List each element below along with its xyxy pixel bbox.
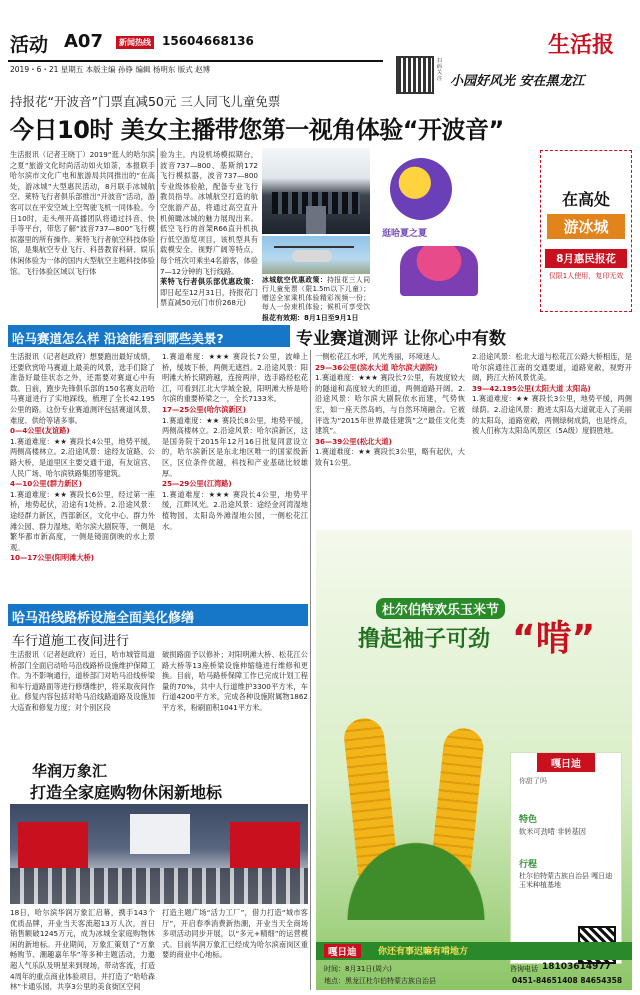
- qr-caption: 扫码关注: [437, 58, 443, 82]
- club-policy-text: 即日起至12月31日，持报花门票直减50元(门市价268元): [160, 287, 258, 308]
- lead-headline: 今日10时 美女主播带您第一视角体验“开波音”: [10, 116, 504, 144]
- club-policy-title: 莱特飞行者俱乐部优惠政策：: [160, 277, 258, 287]
- race-column-3: [315, 352, 465, 522]
- section-title: 活动: [10, 34, 49, 56]
- race-segment-2: 4—10公里(群力新区): [10, 479, 82, 489]
- race-segment-7-cont: 2.沿途风景：松北大道与松花江公路大桥相连，是哈尔滨通往江南的交通要道，道路宽敞，视野开阔，跨江大桥风景优美。: [472, 352, 632, 383]
- ad-time: 时间：8月31日(周六): [324, 965, 392, 973]
- page-number: A07: [64, 31, 103, 52]
- caption-validity: 报花有效期：8月1日至9月1日: [262, 314, 359, 322]
- race-column-1: [10, 352, 155, 600]
- race-segment-2-text: 1.赛道难度：★★ 赛段长6公里，经过第一座桥，地势起伏，沿途有1处桥。2.沿途风景：途经群力新区，西部新区，文化中心、群力外滩公园、群力湿地，哈尔滨大剧院等，一侧是繁华都市新高度，一侧是镜面倒映的水上景观。: [10, 489, 155, 552]
- race-segment-8-text: 1.赛道难度：★★ 赛段长3公里，地势平缓，两侧绿荫。2.沿途风景：跑进太阳岛大道就走入了美丽的太阳岛，道路宽敞，两侧绿树成荫，也是终点，被人们称为太阳岛风景区（5A级）度假胜地。: [472, 394, 632, 436]
- cockpit-photo: [262, 148, 370, 234]
- mall-title-top: 华润万象汇: [32, 762, 108, 780]
- race-segment-1: 0—4公里(友谊路): [10, 426, 70, 436]
- lead-column-2-text: 验为主，内设机场模拟期台，波音737—800、基斯纳172飞行模拟器，波音737—800专业级体验舱，配备专业飞行教员指导。冰城航空打造的航空旅游产品，将通过高空直升机俯瞰冰城的魅力展现出来。低空飞行的首架R66直升机执行低空游览项目，该机型具有载模安全、视野广阔等特点，每个班次可乘坐4名游客，体验7—12分钟的飞行线路。: [160, 150, 258, 276]
- ad-feature2-title: 行程: [519, 860, 538, 870]
- mall-title-main: 打造全家庭购物休闲新地标: [30, 780, 222, 807]
- hotline-tag: 新闻热线: [116, 36, 154, 49]
- hotline-number: 15604668136: [162, 34, 254, 48]
- race-title-left: 哈马赛道怎么样 沿途能看到哪些美景?: [12, 331, 224, 346]
- ad-bottom-slogan: 你还有事迟嘛有啃地方: [378, 947, 469, 957]
- newspaper-logo: 生活报: [548, 32, 615, 58]
- ad-place: 地点：黑龙江杜尔伯特蒙古族自治县: [324, 977, 436, 985]
- race-segment-5-text: 1.赛道难度：★★★ 赛段长4公里，地势平缓，江畔风光。2.沿途风景：途经金河湾湿地植物园、太阳岛外滩湿地公园，一侧松花江水。: [162, 489, 308, 531]
- coupon-sub: 8月惠民报花: [545, 249, 627, 268]
- race-segment-6-text: 1.赛道难度：★★★ 赛段长7公里，有坡度较大的隧道和高度较大的匝道，两侧道路开阔。2.沿途风景：哈尔滨大剧院依水而建，气势恢宏，如一座天然岛屿，与自然环境融合。它被评选为“2015年世界最佳建筑”之“最佳文化类建筑”。: [315, 373, 465, 436]
- coupon-note: 仅限1人使用，复印无效: [548, 272, 624, 280]
- ad-bottom-strip: [316, 942, 632, 960]
- corn-festival-ad: [316, 530, 632, 990]
- ad-brand: 嘎日迪: [537, 753, 595, 772]
- roadwork-subtitle: 车行道施工夜间进行: [12, 634, 130, 649]
- race-segment-4: 17—25公里(哈尔滨新区): [162, 404, 247, 414]
- race-segment-4-text: 1.赛道难度：★★ 赛段长8公里，地势平缓，两侧高楼林立。2.沿途风景：哈尔滨新区，这是国务院于2015年12月16日批复同意设立的，哈尔滨新区是东北地区唯一的国家级新区，区位条件优越，科技和产业基础比较雄厚。: [162, 415, 308, 478]
- ad-headline-top: 杜尔伯特欢乐玉米节: [376, 598, 505, 619]
- ad-headline-main: 撸起袖子可劲: [358, 627, 491, 652]
- lead-photo-caption: [262, 276, 370, 312]
- race-segment-8: 39—42.195公里(太阳大道 太阳岛): [472, 383, 591, 393]
- roadwork-column-1: 生活报讯（记者赵政府）近日，哈市城管局道桥部门全面启动哈马沿线路桥设施维护保障工作。为不影响通行，道桥部门对哈马沿线桥梁和车行道路面等进行修缮维护，将采取夜间作业。修复内容包括对哈马沿线路道路及设施加大巡查和修复力度；对个别区段: [10, 650, 155, 712]
- race-segment-6: 29—36公里(滨水大道 哈尔滨大剧院): [315, 362, 438, 372]
- ad-feature2-text: 杜尔伯特蒙古族自治县 嘎日迪玉米种植基地: [519, 872, 613, 889]
- race-segment-7-text: 1.赛道难度：★★ 赛段长3公里，略有起伏，大致有1公里。: [315, 447, 465, 467]
- masthead: [0, 0, 640, 89]
- coupon-top: 在高处: [561, 190, 610, 209]
- race-title-right: 专业赛道测评 让你心中有数: [296, 329, 506, 349]
- ad-feature1-title: 特色: [519, 815, 538, 825]
- race-column-2: [162, 352, 308, 600]
- mall-column-2: 打造主题广场“活力工厂”，借力打造“城市客厅”，开启春季消费新热潮，开业当天全商场多项活动同步开展，以“多元+精细”的运营模式。目前华润万象汇已经成为哈尔滨南岗区重要的商业中心地标。: [162, 908, 308, 960]
- header-slogan: 小园好风光 安在黑龙江: [450, 74, 585, 89]
- race-segment-5: 25—29公里(江湾路): [162, 479, 232, 489]
- ad-brand-slogan: 你甜了吗: [519, 777, 547, 785]
- lead-column-2: [160, 150, 258, 310]
- header-rule: [8, 60, 383, 62]
- ad-phone-2: 0451-84651408 84654358: [512, 976, 623, 985]
- ad-feature1-text: 软米可劲啃 非转基因: [519, 827, 586, 836]
- lead-column-1: 生活报讯（记者王晓丁）2019“逛人的哈尔滨之夏”旅游文化时尚活动如火如荼，本报联手哈尔滨市文化广电和旅游局共同推出的“在高处，游冰城”大型惠民活动，8月联手冰城航空、莱特飞行者俱乐部推出“开波音”活动，游客可以在平安空域上空驾驶飞机一同体验。今日10时，走头颅开高播团队将通过抖音、快手等平台，带您了解“波音737—800”飞行模拟器里的所有操作。莱特飞行者航空科技体验馆，是集航空专业飞行、科普教育科研、娱乐休闲体验为一体的国内大型航空主题科技体验馆。飞行体验区域以飞行体: [10, 150, 155, 276]
- race-segment-5-cont: 一侧松花江水呼，风光秀丽，环境迷人。: [315, 352, 445, 361]
- ad-phone-1: 18103614977: [542, 962, 611, 972]
- qr-code-icon: [396, 56, 434, 94]
- header-meta: 2019・6・21 星期五 本版主编 孙铮 编辑 杨明东 版式 赵博: [10, 65, 211, 74]
- lead-kicker: 持报花“开波音”门票直减50元 三人同飞儿童免票: [10, 94, 281, 109]
- race-column-4: [472, 352, 632, 522]
- coupon-main: 游冰城: [547, 214, 625, 239]
- caption-title: 冰城航空优惠政策：: [262, 276, 328, 284]
- race-intro: 生活报讯（记者赵政府）想要跑出最好成绩，还要欣赏哈马赛道上最美的风景，选手们除了准备好最佳状态之外，还需要对赛道心中有数。日前，跑步先锋俱乐部的150名赛友沿哈马赛道进行了实地踩线，梳理了全长42.195公里的路。这份专业赛道测评包括赛道风景、难度、供给等诸多事。: [10, 352, 155, 425]
- ad-bottom-brand: 嘎日迪: [324, 944, 361, 958]
- roadwork-title: 哈马沿线路桥设施全面美化修缮: [12, 611, 195, 626]
- caption-text: 持报花三人同行儿童免票（限1.5m以下儿童）；赠送全家乘机体验精彩视频一份；每人一份束机体验；候机可享受饮: [262, 276, 370, 311]
- race-segment-1-text: 1.赛道难度：★★ 赛段长4公里，地势平缓，两侧高楼林立。2.沿途风景：途经友谊路、公路大桥，是道里区主要交通干道，有友谊宫、人民广场、哈尔滨铁路集团等建筑。: [10, 436, 155, 478]
- helicopter-photo: [262, 236, 370, 274]
- mall-photo: [10, 804, 308, 904]
- mall-column-1: 18日，哈尔滨华润万象汇启幕，携手143个优质品牌，开业当天客流超13万人次，首日销售额破1245万元，成为冰城全家庭购物休闲的新地标。开业期间，万象汇策划了“万象畅购节、潮趣嘉年华”等多种主题活动，力邀超人气乐队及明星来到现场，带动客流，打造4周年的重点商业体验项目，并打造了“哈哈森林”卡通乐园，共享3公里的美食街区空间: [10, 908, 155, 992]
- race-segment-3-text: 1.赛道难度：★★★ 赛段长7公里，波峰上桥，缓坡下桥，两侧无遮挡。2.沿途风景：阳明滩大桥长期跨越，连接两岸，选手路经松花江，可看到江北大学城全貌，阳明滩大桥是哈尔滨的重要桥梁之一，全长7133米。: [162, 352, 308, 404]
- race-segment-7: 36—39公里(松北大道): [315, 436, 392, 446]
- race-segment-3: 10—17公里(阳明滩大桥): [10, 553, 95, 563]
- mascot-illustration: [378, 150, 486, 300]
- roadwork-column-2: 破损路面予以修补；对阳明滩大桥、松花江公路大桥等13座桥梁设施伸缩缝进行维修和更换。目前，哈马路桥保障工作已完成计划工程量的70%，共中人行道维护3300平方米，车行道4200平方米，完成各种设施附属物1862平方米，粉刷面积1041平方米。: [162, 650, 308, 712]
- coupon-banner: [540, 150, 632, 312]
- ad-headline-accent: “啃”: [512, 618, 596, 659]
- mascot-label: 逛哈夏之夏: [382, 229, 428, 239]
- ad-phone-label: 咨询电话: [510, 965, 538, 973]
